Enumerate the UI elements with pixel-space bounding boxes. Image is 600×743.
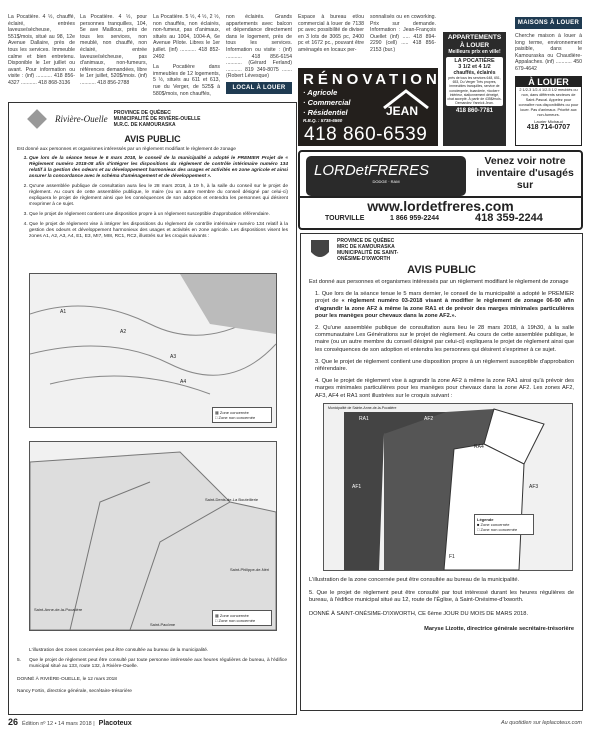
illustration-note: L'illustration de la zone concernée peut être consultée au bureau de la municipalité. <box>309 576 520 583</box>
rbq-number: R.B.Q. : 5735-6560 <box>303 118 343 123</box>
brand-name: JEAN <box>386 104 419 118</box>
classified-text: La Pocatière dans immeubles de 12 logements, 5 ½, situés au 611 et 613, rue du Verger, de 525$ à 580$/mois, non chauffés, <box>153 64 220 97</box>
header-line: PROVINCE DE QUÉBEC <box>337 238 395 244</box>
renovation-ad <box>298 68 441 146</box>
legend-title: Légende <box>477 516 494 522</box>
zone-label: A3 <box>170 354 177 360</box>
ad-title: RÉNOVATION <box>303 71 441 88</box>
zone-label: F1 <box>449 553 455 560</box>
zone-label: AF1 <box>352 483 362 490</box>
ad-contact: Laurier Michaud <box>534 119 563 124</box>
ad-tagline: Meilleurs prix en ville! <box>448 49 501 55</box>
place-label: Saint-Anne-de-la-Pocatière <box>34 607 83 612</box>
notice-item: 3. Que le projet de règlement contient une disposition propre à un règlement susceptible d'approbation référendaire. <box>315 358 574 373</box>
zone-map <box>323 403 573 571</box>
ad-sizes: 3 1/2 et 4 1/2 <box>458 64 491 70</box>
notice-intro: Est donné aux personnes et organismes intéressés par un règlement modifiant le règlement de zonage <box>309 279 569 285</box>
ad-item: · Résidentiel <box>303 108 348 117</box>
ad-title: APPARTEMENTS À LOUER <box>447 34 502 49</box>
dealer-brands: DODGE · RAM <box>372 179 400 184</box>
classified-ad <box>153 14 220 101</box>
legend-item: ▦ Zone concernée <box>215 613 249 618</box>
page-footer <box>8 717 132 727</box>
classified-ad: non éclairés. Grands appartements avec balcon et dépendance directement dans le logement, près de tous les services. Information ou visite : (inf) ........... 418 856-6154 ........... (Gérard Ferland) ........... 819 349-8075 ....... (Robert Lévesque) <box>226 14 292 80</box>
map-drawing <box>30 442 276 630</box>
notice-item: 3. Que le projet de règlement contient une disposition propre à un règlement susceptible d'approbation référendaire. <box>29 212 288 218</box>
ad-item: · Commercial <box>303 98 351 107</box>
ad-tollfree: 1 866 959-2244 <box>390 215 440 222</box>
map-drawing <box>30 274 276 427</box>
ad-phone: 418 860-7781 <box>455 108 494 115</box>
notice-item-5: 5. Que le projet de règlement peut être consulté par tout intéressé durant les heures régulières de bureau, à l'édifice municipal situé au 12, route de l'Église, à Saint-Onésime-d'Ixworth. <box>309 590 574 604</box>
notice-title: AVIS PUBLIC <box>124 134 181 144</box>
ad-phone: 418 359-2244 <box>475 212 543 224</box>
ad-url[interactable]: www.lordetfreres.com <box>300 196 581 214</box>
classified-ad: Cherche maison à louer à long terme, environnement paisible, dans le Kamouraska ou Chaudière-Appalaches. (inf) ........... 450 679-4642 <box>515 33 582 72</box>
header-line: MUNICIPALITÉ DE SAINT-ONÉSIME-D'IXWORTH <box>337 250 399 262</box>
zone-label: RA4 <box>474 443 484 450</box>
ad-city: TOURVILLE <box>325 215 365 222</box>
notice-item: 1. Que lors de la séance tenue le 6 mars 2018, le conseil de la municipalité a adopté le PREMIER Projet de « Règlement numéro 2018-08 afin d'intégrer les dispositions du règlement de contrôle intérimaire numéro 134 relatif à la gestion des odeurs et au développement harmonieux des usages et activités en zone agricole et ainsi assurer la concordance avec le schéma d'aménagement et de développement ». <box>29 156 288 180</box>
place-label: Saint-Pacôme <box>150 622 176 627</box>
ad-text: 2 1/2-3 1/2-4 1/2-5 1/2 meublés ou non, dans différents secteurs de Saint-Pascal. Appelez pour connaître nos disponibilités ou pour louer. Pas d'animaux. Priorité aux non-fumeurs. <box>518 88 579 117</box>
header-line: MUNICIPALITÉ DE RIVIÈRE-OUELLE <box>113 116 201 122</box>
ad-details: près de tous les services 648, 651, 653, Du Verger Très propres, immeubles tranquilles, service de conciergerie, buanderie, «locker» intérieur, stationnement déneigé, chat accepté. À partir de 435$/mois. Demandez Yannick Jean. <box>447 76 502 106</box>
notice-item: 1. Que lors de la séance tenue le 5 mars dernier, le conseil de la municipalité a adopté le PREMIER projet de « règlement numéro 03-2018 visant à modifier le règlement de zonage 06-90 afin d'agrandir la zone AF2 à même la zone RA1 et de prévoir des marges minimales particulières pour les manèges pour chevaux dans la zone AF2.». <box>315 291 574 319</box>
signature: Nancy Fortin, directrice générale, secrétaire-trésorière <box>17 689 132 694</box>
notice-item: 2. Qu'une assemblée publique de consultation aura lieu le 28 mars 2018, à 19 h, à la salle du conseil sur le projet de règlement. Au cours de cette assemblée publique, le maire (ou un autre membre du conseil désigné par celui-ci) expliquera le projet de règlement ainsi que les conséquences de son adoption et entendra les personnes qui désirent s'exprimer à ce sujet. <box>29 184 288 208</box>
classified-ad: Espace à bureau et/ou commercial à louer de 7138 pc avec possibilité de diviser en 3 lots de 3065 pc, 2400 pc et 1672 pc., pouvant être aménagés en locaux per- <box>298 14 364 53</box>
illustration-note: L'illustration des zones concernées peut être consultée au bureau de la municipalité. <box>29 648 209 653</box>
zone-map-2 <box>29 441 277 631</box>
notice-item: 2. Qu'une assemblée publique de consultation aura lieu le 28 mars 2018, à 19h30, à la salle communautaire Les Générations sur le projet de règlement. Au cours de cette assemblée publique, le maire (ou un autre membre du conseil désigné par celui-ci) expliquera le projet de règlement ainsi que les conséquences de son adoption et entendra les personnes qui désirent s'exprimer à ce sujet. <box>315 325 574 353</box>
notice-item: 4. Que le projet de règlement vise à agrandir la zone AF2 à même la zone RA1 ainsi qu'à prévoir des marges minimales particulières pour les manèges pour chevaux dans la zone AF2. Les zones AF2, AF3, AF4 et RA1 sont illustrées sur le croquis suivant : <box>315 378 574 399</box>
zone-label: AF3 <box>529 483 539 490</box>
zone-label: A2 <box>120 329 127 335</box>
given-at: DONNÉ À RIVIÈRE-OUELLE, le 12 mars 2018 <box>17 677 117 682</box>
lordetfreres-ad <box>298 150 583 230</box>
avis-public-riviere-ouelle <box>8 102 297 715</box>
legend-item: ▦ Zone concernée <box>215 410 249 415</box>
section-label-local: LOCAL À LOUER <box>226 82 292 94</box>
zone-map-1 <box>29 273 277 428</box>
edition-info: Édition nº 12 • 14 mars 2018 | <box>22 721 95 727</box>
signature: Maryse Lizotte, directrice générale secrétaire-trésorière <box>424 625 574 632</box>
zone-label: RA1 <box>359 415 369 422</box>
map-title: Municipalité de Sainte-Anne-de-la-Pocatière <box>328 405 397 410</box>
place-label: Saint-Denis-de-La Bouteillerie <box>205 497 259 502</box>
header-line: MRC DE KAMOURASKA <box>337 244 395 250</box>
ad-item: · Agricole <box>303 88 338 97</box>
section-label-maisons: MAISONS À LOUER <box>515 17 582 29</box>
dealer-logo: LORDetFRERES <box>314 162 430 179</box>
ad-title: À LOUER <box>516 77 581 87</box>
zone-label: AF2 <box>424 415 434 422</box>
municipality-name: Rivière-Ouelle <box>55 114 108 124</box>
notice-intro: Est donné aux personnes et organismes intéressés par un règlement modifiant le règlement de zonage <box>17 147 236 152</box>
classified-ad: La Pocatière. 4 ½, chauffé, éclairé, entrées laveuse/sécheuse, 551$/mois, situé au 98, 12e Avenue Dallaire, près de tous les services. Immeuble calme et bien entretenu. Disponible le 1er juillet ou avant. Pour information ou visite : (inf) ........... 418 856-4327 ........... 418 868-3136 <box>8 14 75 86</box>
legend-item: □ Zone non concernée <box>215 618 256 623</box>
ad-phone: 418 714-0707 <box>526 124 571 131</box>
ad-heat: chauffés, éclairés <box>453 70 496 76</box>
classified-text: La Pocatière. 5 ½, 4 ½, 2 ½, non chauffés, non éclairés, non-fumeur, pas d'animaux, situés au 1004, 1004-A, 6e Avenue Pilote. Libres le 1er juillet. (inf) ........... 418 852-2492 <box>153 14 220 60</box>
avis-public-saint-onesime <box>300 233 583 711</box>
header-line: M.R.C. DE KAMOURASKA <box>113 122 176 128</box>
footer-tagline: Au quotidien sur leplacoteux.com <box>500 720 582 726</box>
notice-item-5: 5. Que le projet de règlement peut être consulté par toute personne intéressée aux heures régulières de bureau, à l'édifice municipal situé au 133, route 132, à Rivière-Ouelle. <box>17 658 287 669</box>
appartements-ad <box>443 32 506 146</box>
a-louer-ad <box>515 76 582 146</box>
municipality-crest <box>309 238 331 262</box>
ad-slogan: Venez voir notre inventaire d'usagés sur <box>476 155 574 191</box>
page-number: 26 <box>8 717 19 727</box>
header-line: PROVINCE DE QUÉBEC <box>113 110 171 116</box>
legend-item: □ Zone non concernée <box>215 415 256 420</box>
notice-item: 4. Que le projet de règlement vise à intégrer les dispositions du règlement de contrôle intérimaire numéro 134 relatif à la gestion des odeurs et développement harmonieux des usages et activités en zone agricole. Les dispositions visent les zones A1, A2, A3, A4, E1, E3, MI7, MI8, RC1, RC2, illustrés sur les croquis suivants : <box>29 222 288 240</box>
notice-title: AVIS PUBLIC <box>407 264 476 276</box>
municipality-logo <box>25 107 49 131</box>
legend-item: □ Zone non concernée <box>477 526 518 532</box>
zone-label: A4 <box>180 379 187 385</box>
legend-item: ■ Zone concernée <box>477 521 510 527</box>
newspaper-logo: Placoteux <box>98 720 132 727</box>
classified-ad: sonnalisés ou en coworking. Prix sur demande. Information : Jean-François Ouellet (inf) ..... 418 894-2290 (cell) ..... 418 856-2153 (bur.) <box>370 14 436 53</box>
ad-phone: 418 860-6539 <box>304 124 428 145</box>
ad-city: LA POCATIÈRE <box>454 58 495 64</box>
place-label: Saint-Philippe-de-Néri <box>230 567 270 572</box>
zone-label: A1 <box>60 309 67 315</box>
given-at: DONNÉ À SAINT-ONÉSIME-D'IXWORTH, CE 6ème JOUR DU MOIS DE MARS 2018. <box>309 611 529 618</box>
classified-ad: La Pocatière. 4 ½, pour personnes tranquilles, 104, 5e ave Mailloux, près de tous les services, non meublé, non chauffé, non éclairé, entrée laveuse/sécheuse, pas d'animaux, non-fumeurs, références demandées, libre le 1er juillet, 520$/mois. (inf) ........... 418 856-2788 <box>80 14 147 86</box>
